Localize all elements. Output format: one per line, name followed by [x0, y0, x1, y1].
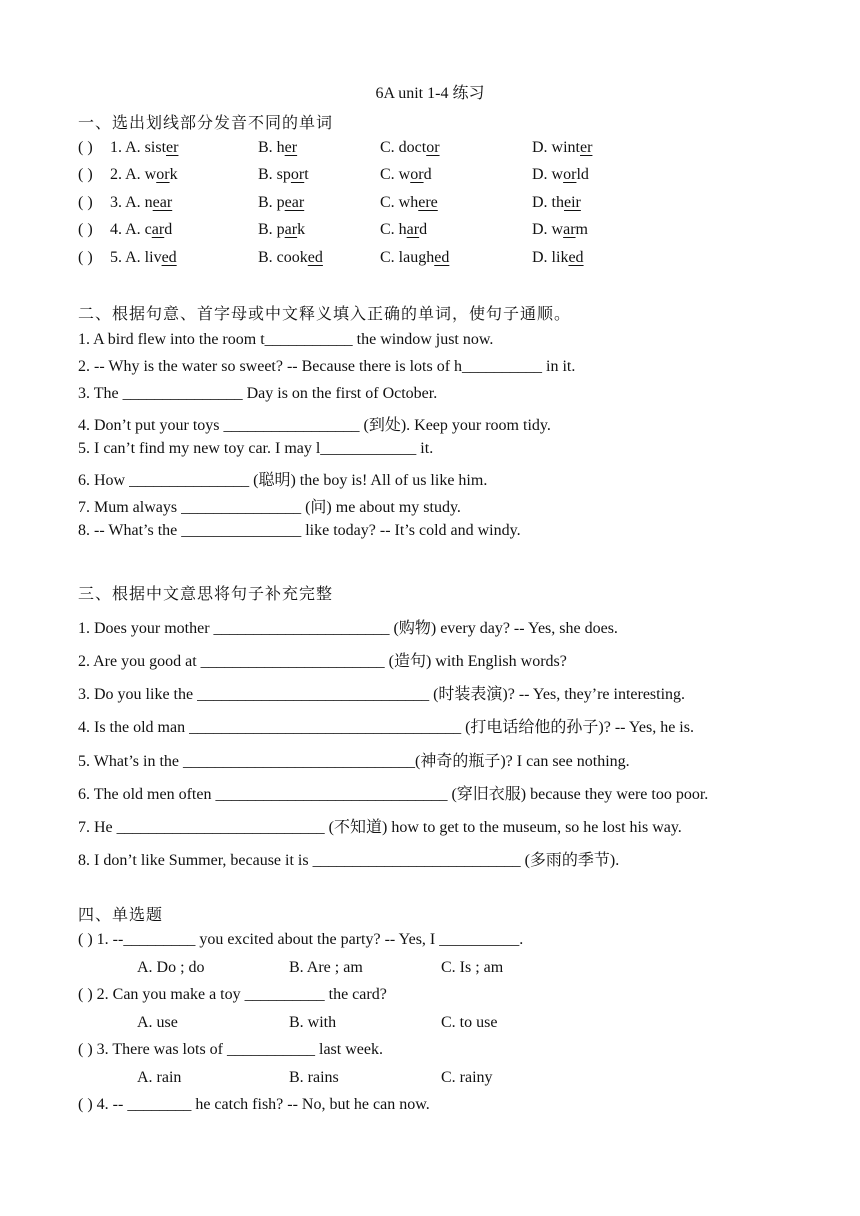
question-line: 7. Mum always _______________ (问) me about my study. [78, 499, 461, 516]
question-stem: ( ) 3. There was lots of ___________ last week. [78, 1041, 383, 1058]
option-a: 4. A. card [110, 221, 173, 238]
option-d: D. their [532, 194, 581, 211]
question-stem: ( ) 2. Can you make a toy __________ the card? [78, 986, 387, 1003]
question-line: 5. I can’t find my new toy car. I may l____________ it. [78, 440, 434, 457]
section-4-heading: 四、单选题 [78, 907, 164, 924]
option-d: D. liked [532, 249, 584, 266]
question-line: 2. -- Why is the water so sweet? -- Because there is lots of h__________ in it. [78, 358, 576, 375]
answer-blank: ( ) [78, 194, 93, 211]
section-1-heading: 一、选出划线部分发音不同的单词 [78, 115, 334, 132]
question-line: 1. A bird flew into the room t___________ the window just now. [78, 331, 494, 348]
option-b: B. park [258, 221, 306, 238]
option-d: D. world [532, 166, 589, 183]
section-2-heading: 二、根据句意、首字母或中文释义填入正确的单词，使句子通顺。 [78, 306, 572, 323]
option-a: A. rain [137, 1069, 182, 1086]
question-line: 6. How _______________ (聪明) the boy is! All of us like him. [78, 472, 488, 489]
answer-blank: ( ) [78, 139, 93, 156]
option-c: C. word [380, 166, 432, 183]
option-c: C. rainy [441, 1069, 493, 1086]
question-stem: ( ) 1. --_________ you excited about the party? -- Yes, I __________. [78, 931, 524, 948]
question-line: 6. The old men often _____________________________ (穿旧衣服) because they were too poor. [78, 786, 709, 803]
question-line: 5. What’s in the _____________________________(神奇的瓶子)? I can see nothing. [78, 753, 630, 770]
option-b: B. with [289, 1014, 337, 1031]
option-c: C. Is ; am [441, 959, 504, 976]
option-d: D. warm [532, 221, 588, 238]
option-a: 1. A. sister [110, 139, 179, 156]
question-stem: ( ) 4. -- ________ he catch fish? -- No, but he can now. [78, 1096, 430, 1113]
option-a: 5. A. lived [110, 249, 177, 266]
question-line: 8. I don’t like Summer, because it is __________________________ (多雨的季节). [78, 852, 620, 869]
option-c: C. hard [380, 221, 428, 238]
section-3-heading: 三、根据中文意思将句子补充完整 [78, 586, 334, 603]
question-line: 1. Does your mother ______________________ (购物) every day? -- Yes, she does. [78, 620, 618, 637]
question-line: 3. The _______________ Day is on the first of October. [78, 385, 438, 402]
question-line: 7. He __________________________ (不知道) how to get to the museum, so he lost his way. [78, 819, 682, 836]
option-a: A. Do ; do [137, 959, 205, 976]
option-b: B. Are ; am [289, 959, 363, 976]
option-c: C. where [380, 194, 438, 211]
option-a: 2. A. work [110, 166, 178, 183]
question-line: 4. Is the old man __________________________________ (打电话给他的孙子)? -- Yes, he is. [78, 719, 694, 736]
option-b: B. pear [258, 194, 305, 211]
question-line: 4. Don’t put your toys _________________ (到处). Keep your room tidy. [78, 417, 551, 434]
option-c: C. laughed [380, 249, 450, 266]
option-b: B. rains [289, 1069, 339, 1086]
answer-blank: ( ) [78, 221, 93, 238]
option-c: C. to use [441, 1014, 498, 1031]
option-d: D. winter [532, 139, 593, 156]
option-a: A. use [137, 1014, 178, 1031]
option-b: B. cooked [258, 249, 323, 266]
question-line: 2. Are you good at _______________________ (造句) with English words? [78, 653, 567, 670]
option-c: C. doctor [380, 139, 440, 156]
option-a: 3. A. near [110, 194, 173, 211]
answer-blank: ( ) [78, 249, 93, 266]
option-b: B. her [258, 139, 298, 156]
question-line: 3. Do you like the _____________________________ (时装表演)? -- Yes, they’re interesting. [78, 686, 686, 703]
option-b: B. sport [258, 166, 309, 183]
page-title: 6A unit 1-4 练习 [375, 85, 485, 102]
question-line: 8. -- What’s the _______________ like today? -- It’s cold and windy. [78, 522, 521, 539]
answer-blank: ( ) [78, 166, 93, 183]
